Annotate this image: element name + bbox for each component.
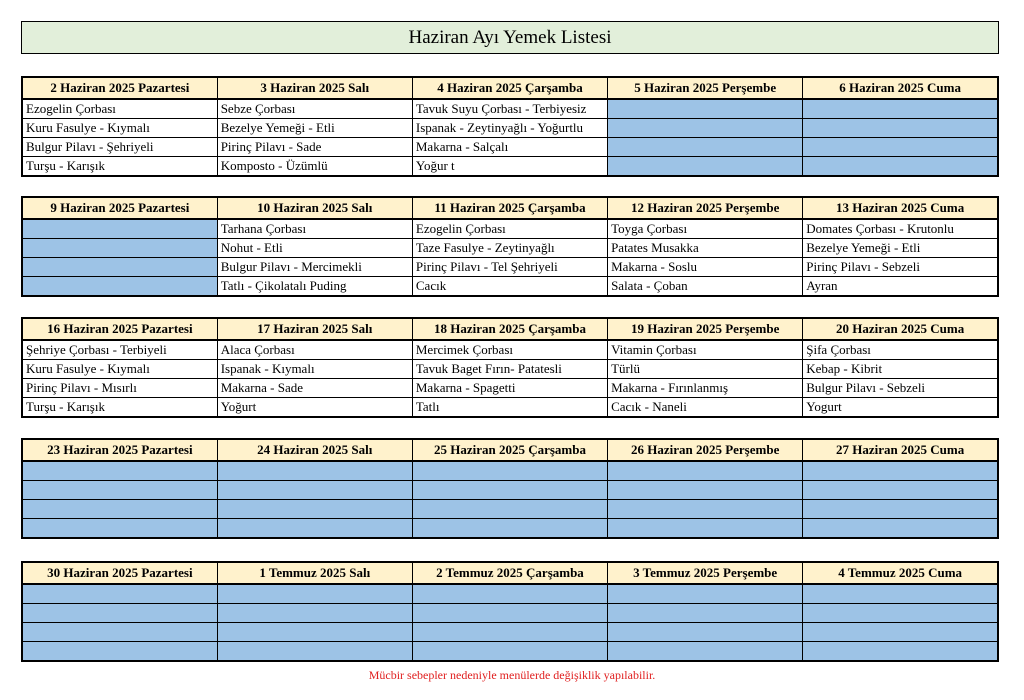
day-header: 11 Haziran 2025 Çarşamba — [412, 197, 607, 219]
menu-row — [22, 258, 998, 277]
day-header-row — [22, 439, 998, 461]
day-header: 23 Haziran 2025 Pazartesi — [22, 439, 217, 461]
menu-item-cell — [412, 584, 607, 604]
menu-item-cell — [608, 138, 803, 157]
menu-row — [22, 623, 998, 642]
menu-item-cell: Ispanak - Zeytinyağlı - Yoğurtlu — [412, 119, 607, 138]
menu-item-cell — [608, 99, 803, 119]
menu-item-cell — [608, 604, 803, 623]
menu-item-cell — [217, 500, 412, 519]
menu-item-cell — [217, 642, 412, 662]
menu-item-cell: Tatlı — [412, 398, 607, 418]
week-table — [21, 561, 999, 662]
menu-item-cell: Bulgur Pilavı - Mercimekli — [217, 258, 412, 277]
menu-item-cell: Tavuk Baget Fırın- Patatesli — [412, 360, 607, 379]
menu-row — [22, 604, 998, 623]
menu-item-cell: Tavuk Suyu Çorbası - Terbiyesiz — [412, 99, 607, 119]
menu-item-cell: Toyga Çorbası — [608, 219, 803, 239]
day-header: 9 Haziran 2025 Pazartesi — [22, 197, 217, 219]
menu-item-cell — [803, 584, 998, 604]
menu-item-cell — [412, 461, 607, 481]
page-title: Haziran Ayı Yemek Listesi — [21, 21, 999, 54]
menu-item-cell: Makarna - Spagetti — [412, 379, 607, 398]
menu-item-cell — [217, 481, 412, 500]
menu-item-cell — [412, 500, 607, 519]
menu-item-cell — [22, 258, 217, 277]
menu-item-cell — [22, 481, 217, 500]
week-table — [21, 76, 999, 177]
menu-item-cell: Alaca Çorbası — [217, 340, 412, 360]
menu-item-cell: Ezogelin Çorbası — [22, 99, 217, 119]
menu-row — [22, 157, 998, 177]
menu-item-cell: Yoğur t — [412, 157, 607, 177]
menu-row — [22, 340, 998, 360]
menu-item-cell — [608, 642, 803, 662]
day-header: 10 Haziran 2025 Salı — [217, 197, 412, 219]
menu-item-cell — [608, 623, 803, 642]
menu-item-cell — [217, 584, 412, 604]
day-header: 4 Temmuz 2025 Cuma — [803, 562, 998, 584]
day-header: 4 Haziran 2025 Çarşamba — [412, 77, 607, 99]
day-header: 3 Temmuz 2025 Perşembe — [608, 562, 803, 584]
menu-item-cell: Ezogelin Çorbası — [412, 219, 607, 239]
menu-item-cell — [608, 461, 803, 481]
menu-item-cell: Vitamin Çorbası — [608, 340, 803, 360]
menu-item-cell: Tarhana Çorbası — [217, 219, 412, 239]
menu-item-cell: Bulgur Pilavı - Şehriyeli — [22, 138, 217, 157]
menu-row — [22, 481, 998, 500]
menu-row — [22, 219, 998, 239]
day-header: 17 Haziran 2025 Salı — [217, 318, 412, 340]
menu-item-cell — [412, 519, 607, 539]
day-header: 6 Haziran 2025 Cuma — [803, 77, 998, 99]
menu-item-cell — [803, 481, 998, 500]
menu-row — [22, 379, 998, 398]
menu-item-cell — [22, 277, 217, 297]
menu-item-cell: Makarna - Soslu — [608, 258, 803, 277]
menu-item-cell: Taze Fasulye - Zeytinyağlı — [412, 239, 607, 258]
day-header: 2 Haziran 2025 Pazartesi — [22, 77, 217, 99]
menu-row — [22, 239, 998, 258]
menu-item-cell: Bezelye Yemeği - Etli — [803, 239, 998, 258]
day-header: 1 Temmuz 2025 Salı — [217, 562, 412, 584]
menu-item-cell — [608, 584, 803, 604]
menu-item-cell — [608, 119, 803, 138]
menu-row — [22, 119, 998, 138]
day-header: 3 Haziran 2025 Salı — [217, 77, 412, 99]
menu-item-cell — [22, 623, 217, 642]
menu-item-cell: Cacık — [412, 277, 607, 297]
day-header: 18 Haziran 2025 Çarşamba — [412, 318, 607, 340]
menu-item-cell: Şifa Çorbası — [803, 340, 998, 360]
day-header: 13 Haziran 2025 Cuma — [803, 197, 998, 219]
week-table — [21, 317, 999, 418]
day-header: 25 Haziran 2025 Çarşamba — [412, 439, 607, 461]
menu-item-cell: Pirinç Pilavı - Mısırlı — [22, 379, 217, 398]
day-header: 26 Haziran 2025 Perşembe — [608, 439, 803, 461]
menu-item-cell — [608, 157, 803, 177]
menu-item-cell — [22, 219, 217, 239]
menu-row — [22, 584, 998, 604]
menu-item-cell: Tatlı - Çikolatalı Puding — [217, 277, 412, 297]
day-header: 27 Haziran 2025 Cuma — [803, 439, 998, 461]
menu-item-cell: Komposto - Üzümlü — [217, 157, 412, 177]
day-header-row — [22, 318, 998, 340]
menu-item-cell — [217, 604, 412, 623]
menu-item-cell — [22, 642, 217, 662]
day-header-row — [22, 197, 998, 219]
menu-item-cell — [22, 519, 217, 539]
day-header-row — [22, 77, 998, 99]
menu-item-cell — [608, 500, 803, 519]
menu-item-cell — [803, 99, 998, 119]
day-header: 24 Haziran 2025 Salı — [217, 439, 412, 461]
menu-item-cell — [803, 623, 998, 642]
day-header: 19 Haziran 2025 Perşembe — [608, 318, 803, 340]
menu-row — [22, 277, 998, 297]
menu-item-cell — [803, 138, 998, 157]
menu-item-cell: Kuru Fasulye - Kıymalı — [22, 360, 217, 379]
menu-item-cell: Salata - Çoban — [608, 277, 803, 297]
menu-item-cell — [412, 642, 607, 662]
menu-item-cell — [803, 119, 998, 138]
menu-item-cell — [412, 481, 607, 500]
menu-item-cell: Şehriye Çorbası - Terbiyeli — [22, 340, 217, 360]
menu-item-cell: Pirinç Pilavı - Tel Şehriyeli — [412, 258, 607, 277]
day-header: 16 Haziran 2025 Pazartesi — [22, 318, 217, 340]
menu-item-cell: Kebap - Kibrit — [803, 360, 998, 379]
day-header: 5 Haziran 2025 Perşembe — [608, 77, 803, 99]
menu-item-cell — [412, 604, 607, 623]
menu-item-cell: Sebze Çorbası — [217, 99, 412, 119]
menu-item-cell: Turşu - Karışık — [22, 157, 217, 177]
menu-item-cell — [22, 500, 217, 519]
menu-row — [22, 461, 998, 481]
week-table — [21, 196, 999, 297]
menu-item-cell — [803, 642, 998, 662]
menu-item-cell: Domates Çorbası - Krutonlu — [803, 219, 998, 239]
menu-item-cell: Ayran — [803, 277, 998, 297]
menu-item-cell — [22, 239, 217, 258]
menu-item-cell — [412, 623, 607, 642]
menu-item-cell: Bulgur Pilavı - Sebzeli — [803, 379, 998, 398]
menu-item-cell — [803, 461, 998, 481]
menu-item-cell — [608, 481, 803, 500]
menu-item-cell — [217, 461, 412, 481]
menu-item-cell — [803, 157, 998, 177]
menu-item-cell: Nohut - Etli — [217, 239, 412, 258]
day-header: 12 Haziran 2025 Perşembe — [608, 197, 803, 219]
menu-row — [22, 500, 998, 519]
menu-row — [22, 360, 998, 379]
disclaimer-note: Mücbir sebepler nedeniyle menülerde değişiklik yapılabilir. — [368, 668, 656, 682]
menu-item-cell: Cacık - Naneli — [608, 398, 803, 418]
menu-item-cell: Makarna - Salçalı — [412, 138, 607, 157]
menu-row — [22, 138, 998, 157]
menu-item-cell: Mercimek Çorbası — [412, 340, 607, 360]
menu-item-cell: Kuru Fasulye - Kıymalı — [22, 119, 217, 138]
menu-item-cell — [22, 584, 217, 604]
menu-item-cell: Patates Musakka — [608, 239, 803, 258]
menu-row — [22, 398, 998, 418]
day-header: 30 Haziran 2025 Pazartesi — [22, 562, 217, 584]
week-table — [21, 438, 999, 539]
menu-item-cell: Pirinç Pilavı - Sade — [217, 138, 412, 157]
menu-item-cell — [217, 519, 412, 539]
menu-item-cell — [22, 461, 217, 481]
day-header: 20 Haziran 2025 Cuma — [803, 318, 998, 340]
menu-item-cell — [608, 519, 803, 539]
menu-item-cell: Pirinç Pilavı - Sebzeli — [803, 258, 998, 277]
menu-item-cell: Yoğurt — [217, 398, 412, 418]
menu-item-cell — [803, 519, 998, 539]
menu-item-cell — [803, 500, 998, 519]
day-header-row — [22, 562, 998, 584]
menu-item-cell: Türlü — [608, 360, 803, 379]
menu-item-cell: Turşu - Karışık — [22, 398, 217, 418]
menu-item-cell: Makarna - Fırınlanmış — [608, 379, 803, 398]
menu-row — [22, 519, 998, 539]
menu-row — [22, 99, 998, 119]
menu-item-cell — [217, 623, 412, 642]
menu-item-cell — [803, 604, 998, 623]
menu-item-cell: Ispanak - Kıymalı — [217, 360, 412, 379]
menu-item-cell: Yogurt — [803, 398, 998, 418]
menu-item-cell — [22, 604, 217, 623]
day-header: 2 Temmuz 2025 Çarşamba — [412, 562, 607, 584]
menu-item-cell: Makarna - Sade — [217, 379, 412, 398]
menu-row — [22, 642, 998, 662]
menu-item-cell: Bezelye Yemeği - Etli — [217, 119, 412, 138]
